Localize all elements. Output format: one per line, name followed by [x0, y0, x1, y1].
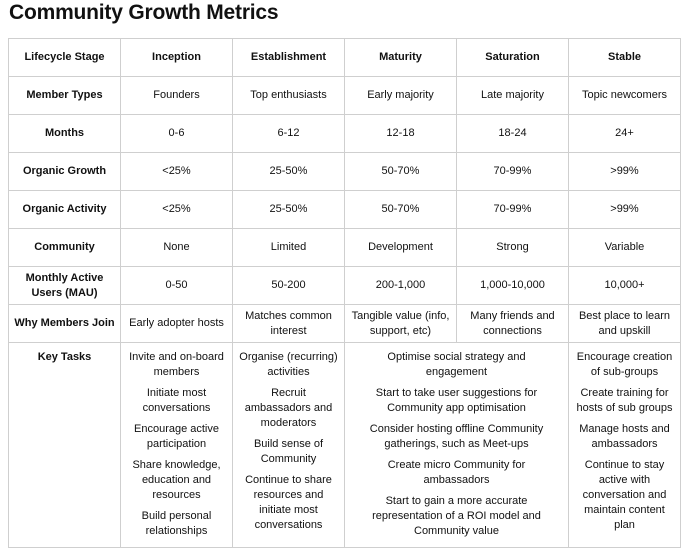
task-item: Start to take user suggestions for Community app optimisation: [375, 387, 538, 414]
table-cell: Early majority: [345, 77, 457, 115]
key-tasks-cell-inception: [121, 343, 233, 548]
table-cell: 50-70%: [345, 153, 457, 191]
table-cell: 10,000+: [569, 267, 681, 305]
table-cell: Variable: [569, 229, 681, 267]
table-cell: 70-99%: [457, 191, 569, 229]
table-cell: 6-12: [233, 115, 345, 153]
table-cell: Limited: [233, 229, 345, 267]
task-item: Build personal relationships: [141, 510, 212, 537]
table-cell: Development: [345, 229, 457, 267]
row-header: Monthly Active Users (MAU): [9, 267, 121, 305]
table-cell: Late majority: [457, 77, 569, 115]
column-header: Stable: [569, 39, 681, 77]
table-cell: None: [121, 229, 233, 267]
table-cell: 70-99%: [457, 153, 569, 191]
task-item: Manage hosts and ambassadors: [579, 423, 670, 450]
task-item: Create training for hosts of sub groups: [576, 387, 673, 414]
key-tasks-cell-stable: [569, 343, 681, 548]
column-header: Inception: [121, 39, 233, 77]
column-header: Maturity: [345, 39, 457, 77]
page-title: Community Growth Metrics: [9, 1, 279, 24]
table-cell: 50-200: [233, 267, 345, 305]
table-cell: 0-6: [121, 115, 233, 153]
task-item: Start to gain a more accurate representation of a ROI model and Community value: [372, 495, 541, 537]
table-row: [9, 305, 681, 343]
table-cell: Matches common interest: [233, 305, 345, 343]
table-cell: 0-50: [121, 267, 233, 305]
table-cell: 200-1,000: [345, 267, 457, 305]
table-cell: 18-24: [457, 115, 569, 153]
metrics-table: [8, 38, 681, 548]
table-cell: Strong: [457, 229, 569, 267]
table-cell: Best place to learn and upskill: [569, 305, 681, 343]
table-cell: Topic newcomers: [569, 77, 681, 115]
table-cell: 25-50%: [233, 153, 345, 191]
key-tasks-row: [9, 343, 681, 548]
row-header: Why Members Join: [9, 305, 121, 343]
table-cell: Founders: [121, 77, 233, 115]
table-row: [9, 229, 681, 267]
table-cell: 1,000-10,000: [457, 267, 569, 305]
task-item: Continue to share resources and initiate most conversations: [245, 474, 332, 531]
table-cell: Tangible value (info, support, etc): [345, 305, 457, 343]
task-item: Encourage active participation: [134, 423, 219, 450]
task-item: Consider hosting offline Community gatherings, such as Meet-ups: [369, 423, 544, 450]
task-item: Invite and on-board members: [129, 351, 224, 378]
table-row: [9, 77, 681, 115]
task-item: Continue to stay active with conversation and maintain content plan: [582, 459, 667, 531]
row-header: Community: [9, 229, 121, 267]
task-item: Create micro Community for ambassadors: [387, 459, 526, 486]
row-header: Key Tasks: [9, 343, 121, 548]
table-cell: 25-50%: [233, 191, 345, 229]
task-item: Organise (recurring) activities: [239, 351, 338, 378]
table-cell: <25%: [121, 191, 233, 229]
row-header: Organic Growth: [9, 153, 121, 191]
task-item: Recruit ambassadors and moderators: [244, 387, 333, 429]
table-header-row: [9, 39, 681, 77]
table-cell: 12-18: [345, 115, 457, 153]
task-item: Encourage creation of sub-groups: [576, 351, 673, 378]
column-header: Lifecycle Stage: [9, 39, 121, 77]
row-header: Months: [9, 115, 121, 153]
task-item: Share knowledge, education and resources: [132, 459, 221, 501]
row-header: Organic Activity: [9, 191, 121, 229]
column-header: Establishment: [233, 39, 345, 77]
task-item: Initiate most conversations: [142, 387, 211, 414]
key-tasks-cell-establishment: [233, 343, 345, 548]
table-cell: 50-70%: [345, 191, 457, 229]
table-cell: Early adopter hosts: [121, 305, 233, 343]
table-row: [9, 267, 681, 305]
table-cell: Top enthusiasts: [233, 77, 345, 115]
table-cell: Many friends and connections: [457, 305, 569, 343]
table-row: [9, 115, 681, 153]
column-header: Saturation: [457, 39, 569, 77]
table-cell: >99%: [569, 191, 681, 229]
key-tasks-cell-maturity-saturation: [345, 343, 569, 548]
table-row: [9, 153, 681, 191]
task-item: Build sense of Community: [253, 438, 324, 465]
task-item: Optimise social strategy and engagement: [387, 351, 526, 378]
table-cell: <25%: [121, 153, 233, 191]
table-cell: 24+: [569, 115, 681, 153]
row-header: Member Types: [9, 77, 121, 115]
table-row: [9, 191, 681, 229]
table-cell: >99%: [569, 153, 681, 191]
